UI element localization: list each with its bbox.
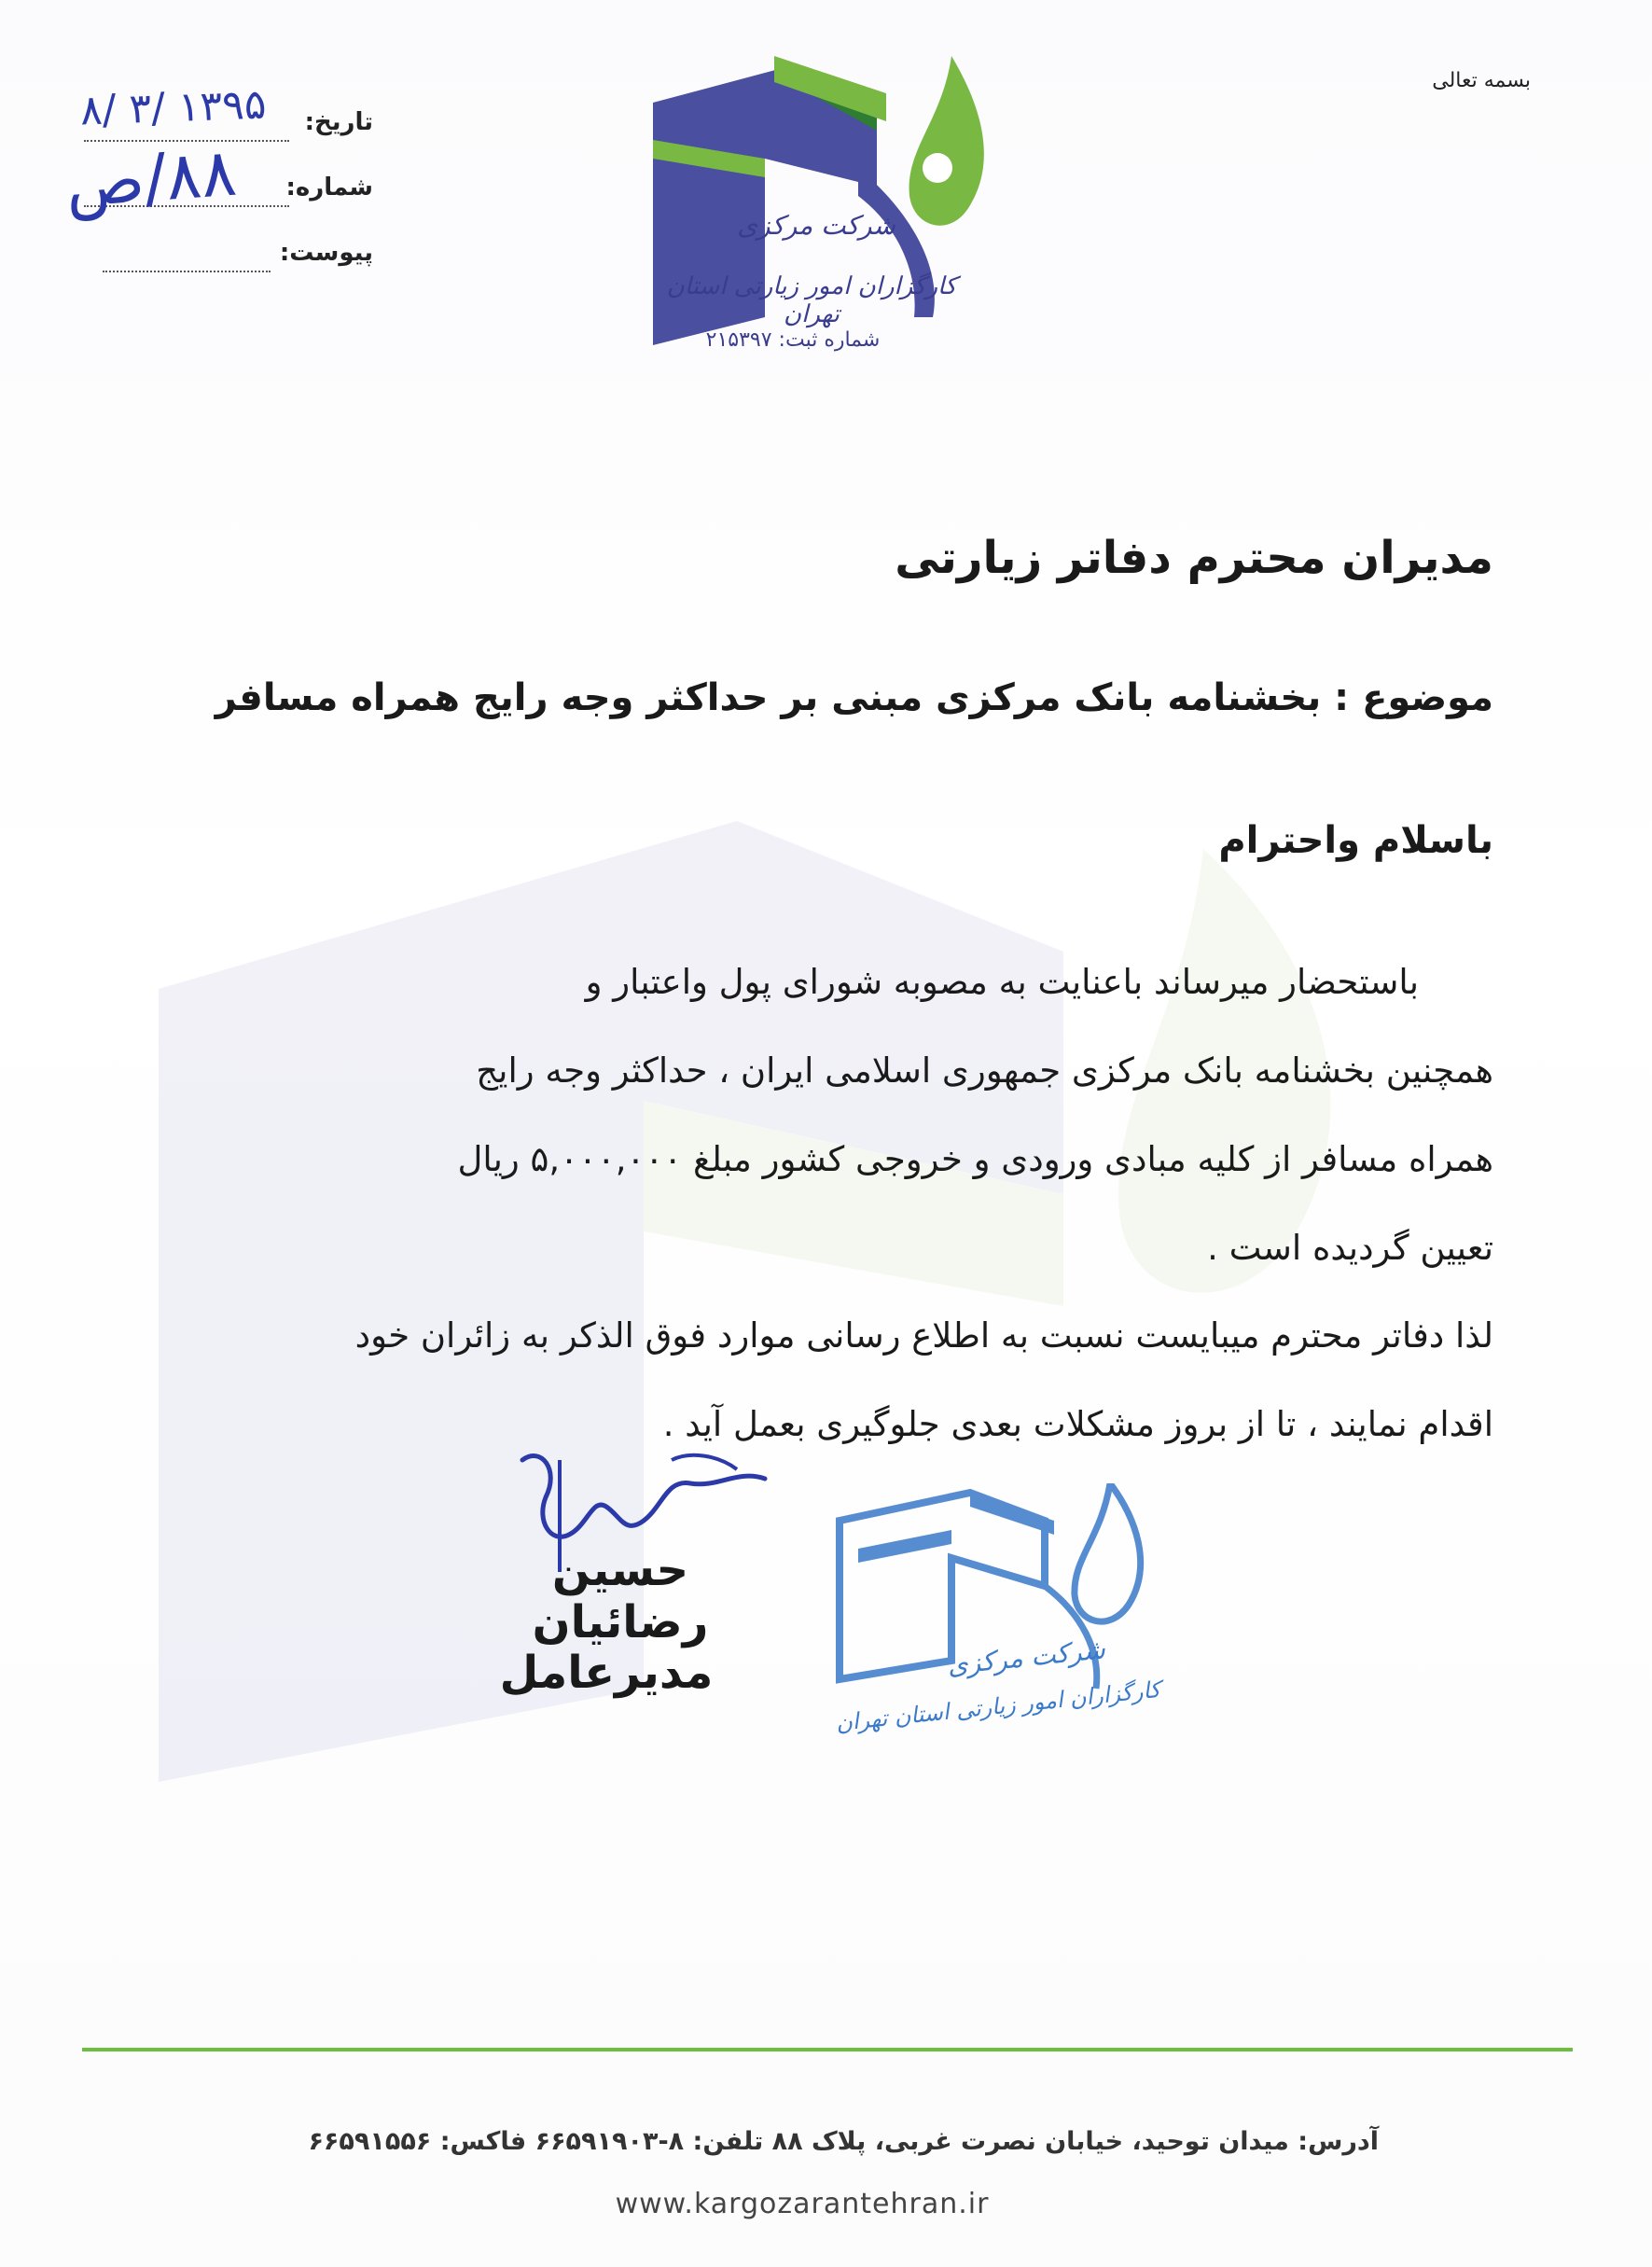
number-label: شماره: (285, 174, 373, 202)
handwritten-date: ۸/ ۳/ ۱۳۹۵ (79, 80, 268, 135)
letter-paragraph-2 (160, 1291, 1493, 1468)
logo-registration-number: شماره ثبت: ۲۱۵۳۹۷ (705, 328, 881, 352)
attachment-dotted-line (103, 271, 271, 272)
attachment-label: پیوست: (279, 239, 373, 267)
letter-subject: موضوع : بخشنامه بانک مرکزی مبنی بر حداکثر وجه رایج همراه مسافر (215, 676, 1493, 719)
paragraph-2-line-2: اقدام نمایند ، تا از بروز مشکلات بعدی جلوگیری بعمل آید . (662, 1404, 1493, 1444)
logo-company-name: کارگزاران امور زیارتی استان تهران (666, 272, 957, 328)
letter-recipient: مدیران محترم دفاتر زیارتی (895, 532, 1493, 584)
signer-name: حسین رضائیان (532, 1544, 709, 1648)
handwritten-number: ۸۸/ص (62, 133, 240, 223)
letter-meta (62, 80, 373, 299)
paragraph-1-line-3: همراه مسافر از کلیه مبادی ورودی و خروجی کشور مبلغ ۵,۰۰۰,۰۰۰ ریال (457, 1139, 1493, 1179)
paragraph-1-line-2: همچنین بخشنامه بانک مرکزی جمهوری اسلامی ایران ، حداکثر وجه رایج (476, 1050, 1493, 1091)
footer-website: www.kargozarantehran.ir (615, 2188, 990, 2220)
letter-paragraph-1 (160, 938, 1493, 1292)
stamp-title: شرکت مرکزی (945, 1634, 1107, 1681)
stamp-company-name: کارگزاران امور زیارتی استان تهران (834, 1676, 1162, 1737)
logo-title: شرکت مرکزی (737, 210, 895, 241)
paragraph-2-line-1: لذا دفاتر محترم میبایست نسبت به اطلاع رسانی موارد فوق الذکر به زائران خود (354, 1315, 1493, 1356)
date-label: تاریخ: (304, 108, 373, 136)
footer-address: آدرس: میدان توحید، خیابان نصرت غربی، پلاک ۸۸ تلفن: ۸-۶۶۵۹۱۹۰۳ فاکس: ۶۶۵۹۱۵۵۶ (308, 2127, 1379, 2156)
paragraph-1-line-4: تعیین گردیده است . (1207, 1228, 1493, 1268)
paragraph-1-line-1: باستحضار میرساند باعنایت به مصوبه شورای پول واعتبار و (585, 962, 1419, 1002)
signer-title: مدیرعامل (499, 1647, 714, 1699)
footer-divider (82, 2048, 1573, 2051)
invocation-text: بسمه تعالی (1432, 69, 1531, 92)
letter-greeting: باسلام واحترام (1218, 819, 1493, 862)
